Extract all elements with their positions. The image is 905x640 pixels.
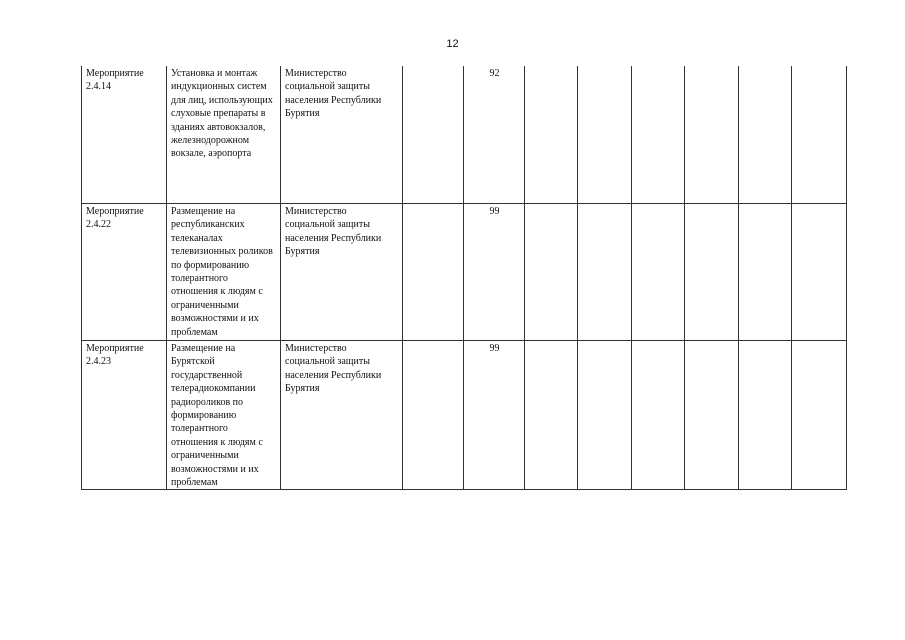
empty-cell [792,204,847,341]
measure-description-cell: Размещение на республиканских телеканалах телевизионных роликов по формированию толерантного отношения к людям с ограниченными возможностями и их проблемам [167,204,281,341]
empty-cell [403,204,464,341]
empty-cell [685,204,739,341]
value-cell: 99 [464,341,525,490]
executor-cell: Министерство социальной защиты населения Республики Бурятия [281,66,403,204]
empty-cell [792,341,847,490]
empty-cell [578,66,632,204]
empty-cell [632,66,685,204]
empty-cell [685,341,739,490]
table-row [82,341,847,490]
measure-code-cell: Мероприятие 2.4.22 [82,204,167,341]
empty-cell [578,341,632,490]
empty-cell [525,204,578,341]
empty-cell [792,66,847,204]
table-row [82,66,847,204]
measure-code-cell: Мероприятие 2.4.23 [82,341,167,490]
program-measures-table [81,66,847,490]
measure-code-cell: Мероприятие 2.4.14 [82,66,167,204]
empty-cell [739,204,792,341]
empty-cell [403,341,464,490]
empty-cell [403,66,464,204]
measure-description-cell: Установка и монтаж индукционных систем для лиц, использующих слуховые препараты в зданиях автовокзалов, железнодорожном вокзале, аэропорта [167,66,281,204]
table-row [82,204,847,341]
empty-cell [525,341,578,490]
empty-cell [525,66,578,204]
empty-cell [685,66,739,204]
empty-cell [632,204,685,341]
value-cell: 99 [464,204,525,341]
measure-description-cell: Размещение на Бурятской государственной телерадиокомпании радиороликов по формированию толерантного отношения к людям с ограниченными возможностями и их проблемам [167,341,281,490]
empty-cell [632,341,685,490]
empty-cell [739,341,792,490]
executor-cell: Министерство социальной защиты населения Республики Бурятия [281,204,403,341]
empty-cell [578,204,632,341]
value-cell: 92 [464,66,525,204]
page-number: 12 [446,38,459,50]
executor-cell: Министерство социальной защиты населения Республики Бурятия [281,341,403,490]
empty-cell [739,66,792,204]
